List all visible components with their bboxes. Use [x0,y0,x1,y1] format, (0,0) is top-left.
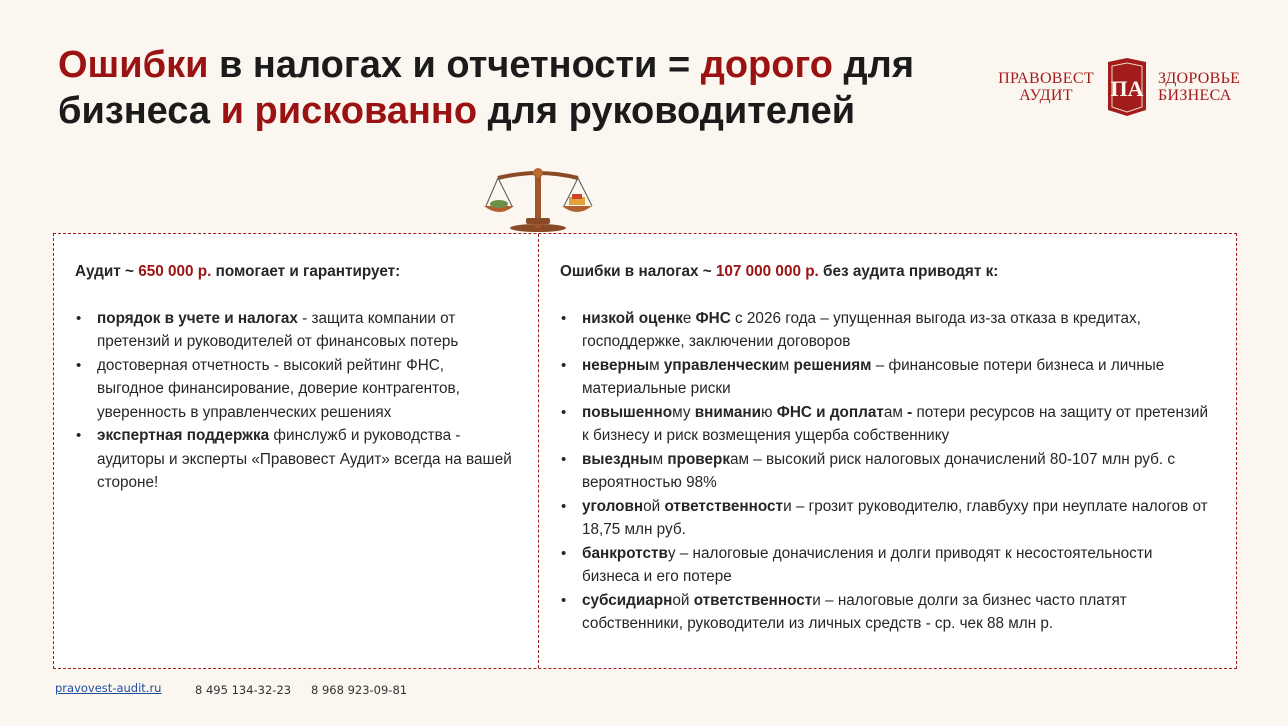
risks-price: 107 000 000 р. [715,263,819,280]
list-item-bold: ФНС [695,309,731,327]
title-part: для руководителей [477,90,856,132]
logo-left-line2: АУДИТ [1019,87,1073,104]
website-link[interactable]: pravovest-audit.ru [55,681,162,695]
list-item-text: потери ресурсов на защиту от претензий к бизнесу и риск возмещения ущерба собственнику [582,403,1208,444]
list-item [582,495,1210,542]
audit-benefits-list [75,307,515,495]
title-part: Ошибки [58,44,209,86]
list-item-text: ам [883,403,908,421]
list-item-text: и – грозит руководителю, главбуху при неуплате налогов от 18,75 млн руб. [582,497,1208,538]
title-part: для бизнеса [58,44,914,132]
list-item-text: у – налоговые доначисления и долги приводят к несостоятельности бизнеса и его потере [582,544,1153,585]
list-item-bold: ответственност [693,591,813,609]
risks-column [560,260,1210,636]
list-item-text: - защита компании от претензий и руководителей от финансовых потерь [97,309,459,350]
logo-left-line1: ПРАВОВЕСТ [998,70,1094,87]
company-logo [996,58,1246,122]
list-item [582,401,1210,448]
list-item-text: ам – высокий риск налоговых доначислений 80-107 млн руб. с вероятностью 98% [582,450,1176,491]
scales-icon [482,166,594,232]
title-part: и рискованно [220,90,478,132]
list-item-bold: субсидиарн [582,591,673,609]
audit-heading-text: Аудит ~ [75,263,139,280]
list-item [582,542,1210,589]
title-part: в налогах и отчетности = [208,44,701,86]
list-item-bold: решениям [793,356,872,374]
audit-heading [75,260,515,284]
logo-left-text [996,70,1096,104]
list-item-bold: низкой оценк [582,309,683,327]
risks-heading-text: без аудита приводят к: [818,263,999,280]
list-item-text: ой [643,497,665,515]
logo-right-line2: БИЗНЕСА [1158,87,1232,104]
phone-number: 8 968 923-09-81 [311,683,408,697]
list-item [582,354,1210,401]
phone-number: 8 495 134-32-23 [195,683,292,697]
list-item [582,589,1210,636]
audit-price: 650 000 р. [138,263,212,280]
content-box [53,233,1237,669]
list-item-bold: ФНС и доплат [776,403,884,421]
audit-benefits-column [75,260,515,495]
logo-right-line1: ЗДОРОВЬЕ [1158,70,1241,87]
list-item-text: ой [672,591,694,609]
list-item-bold: - [907,403,913,421]
list-item-text: ю [761,403,777,421]
list-item [97,307,515,354]
list-item-text: с 2026 года – упущенная выгода из-за отказа в кредитах, господдержке, заключении договоров [582,309,1141,350]
list-item-text: м [649,356,664,374]
audit-heading-text: помогает и гарантирует: [211,263,401,280]
footer [55,681,408,697]
risks-list [560,307,1210,636]
list-item-text: е [682,309,696,327]
list-item-bold: уголовн [582,497,644,515]
logo-emblem-icon [1104,58,1150,118]
risks-heading [560,260,1210,284]
list-item-text: достоверная отчетность - высокий рейтинг ФНС, выгодное финансирование, доверие контрагентов, уверенность в управленческих решениях [97,356,460,421]
risks-heading-text: Ошибки в налогах ~ [560,263,716,280]
list-item-text: финслужб и руководства - аудиторы и эксперты «Правовест Аудит» всегда на вашей стороне! [97,427,512,491]
list-item-bold: порядок в учете и налогах [97,309,298,327]
list-item-bold: ответственност [664,497,784,515]
page-title [58,42,958,134]
logo-right-text [1158,70,1248,104]
list-item [97,354,515,425]
title-part: дорого [700,44,833,86]
list-item-bold: управленчески [663,356,779,374]
list-item-text: и – налоговые долги за бизнес часто платят собственники, руководители из личных средств - ср. чек 88 млн р. [582,591,1127,632]
list-item-bold: банкротств [582,544,668,562]
list-item-bold: проверк [667,450,731,468]
list-item-text: м [778,356,794,374]
list-item-bold: повышенно [582,403,673,421]
list-item-bold: внимани [694,403,762,421]
column-divider [538,234,539,668]
list-item-bold: выездны [582,450,653,468]
list-item-text: – финансовые потери бизнеса и личные материальные риски [582,356,1165,397]
list-item [582,448,1210,495]
list-item-text: м [652,450,668,468]
list-item-text: му [672,403,695,421]
logo-emblem-text: ПА [1110,76,1144,101]
list-item [582,307,1210,354]
list-item [97,424,515,495]
list-item-bold: неверны [582,356,650,374]
list-item-bold: экспертная поддержка [97,427,270,444]
